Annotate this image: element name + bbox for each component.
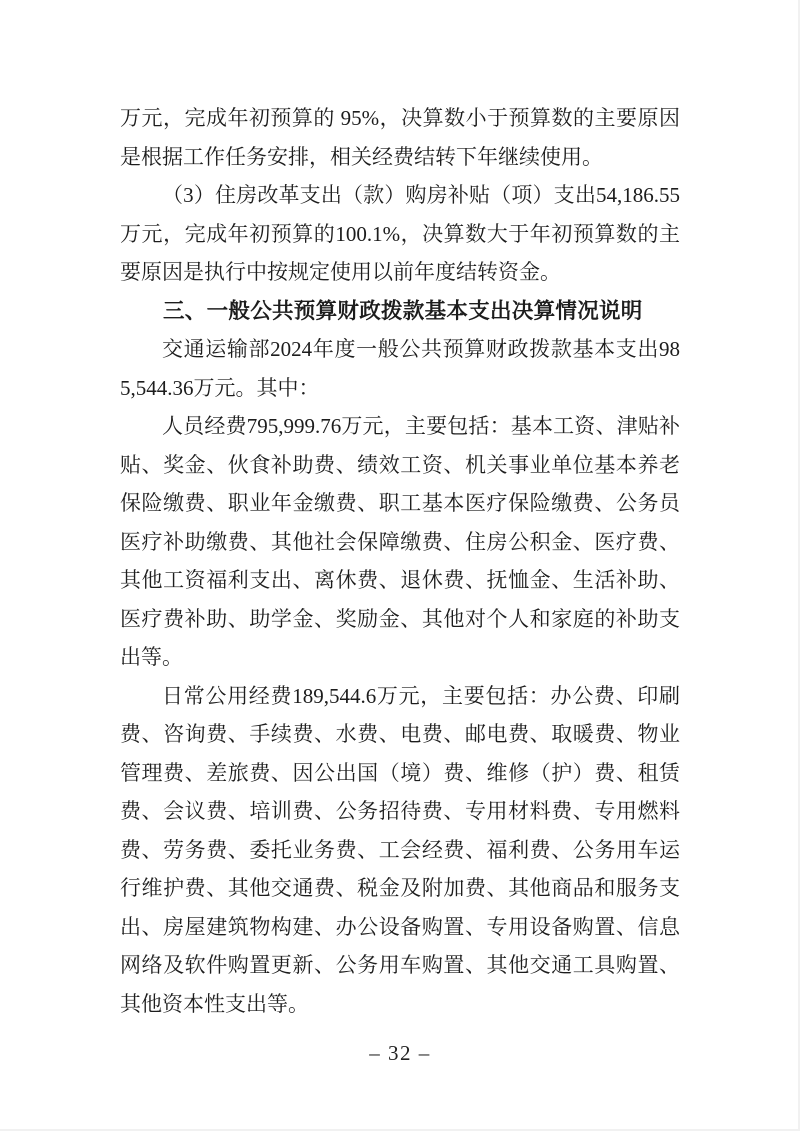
paragraph: （3）住房改革支出（款）购房补贴（项）支出54,186.55万元，完成年初预算的100.1%，决算数大于年初预算数的主要原因是执行中按规定使用以前年度结转资金。 [120, 183, 680, 284]
page-number: – 32 – [369, 1041, 431, 1065]
document-body [120, 99, 680, 1023]
section-heading: 三、一般公共预算财政拨款基本支出决算情况说明 [163, 298, 643, 323]
paragraph: 交通运输部2024年度一般公共预算财政拨款基本支出985,544.36万元。其中： [120, 337, 680, 400]
paragraph: 日常公用经费189,544.6万元，主要包括：办公费、印刷费、咨询费、手续费、水费、电费、邮电费、取暖费、物业管理费、差旅费、因公出国（境）费、维修（护）费、租赁费、会议费、培训费、公务招待费、专用材料费、专用燃料费、劳务费、委托业务费、工会经费、福利费、公务用车运行维护费、其他交通费、税金及附加费、其他商品和服务支出、房屋建筑物构建、办公设备购置、专用设备购置、信息网络及软件购置更新、公务用车购置、其他交通工具购置、其他资本性支出等。 [120, 683, 680, 1016]
paragraph: 人员经费795,999.76万元，主要包括：基本工资、津贴补贴、奖金、伙食补助费、绩效工资、机关事业单位基本养老保险缴费、职业年金缴费、职工基本医疗保险缴费、公务员医疗补助缴费、其他社会保障缴费、住房公积金、医疗费、其他工资福利支出、离休费、退休费、抚恤金、生活补助、医疗费补助、助学金、奖励金、其他对个人和家庭的补助支出等。 [120, 414, 680, 669]
paragraph: 万元，完成年初预算的 95%，决算数小于预算数的主要原因是根据工作任务安排，相关经费结转下年继续使用。 [120, 106, 680, 169]
